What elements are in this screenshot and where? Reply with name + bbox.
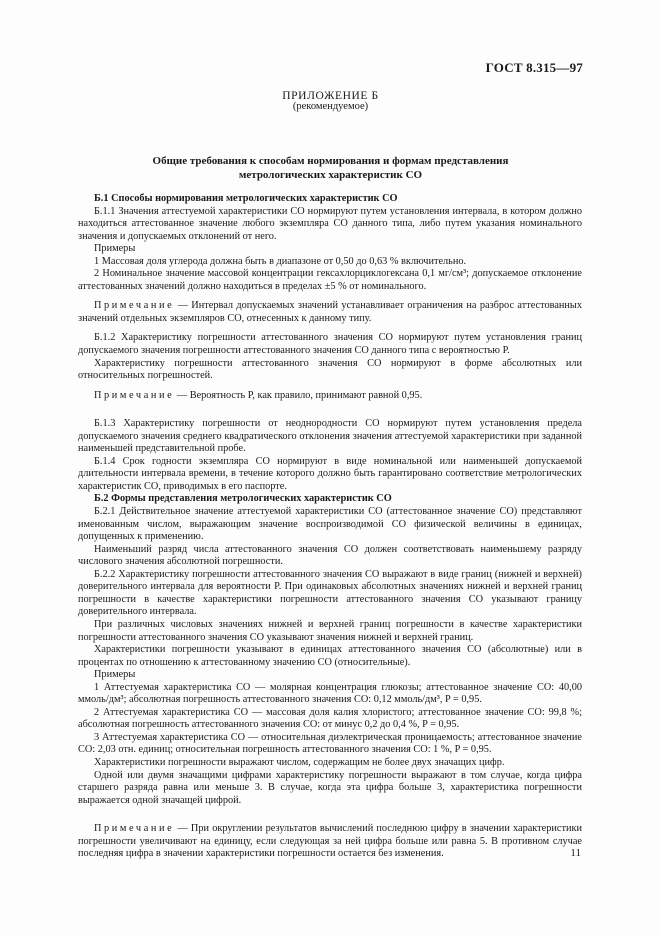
note-label: Примечание: [94, 389, 175, 401]
subsection-heading-b1: Б.1 Способы нормирования метрологических характеристик СО: [94, 193, 398, 204]
note-text: — Вероятность P, как правило, принимают равной 0,95.: [176, 389, 423, 401]
examples-label: Примеры: [94, 243, 136, 255]
paragraph-b1-1: Б.1.1 Значения аттестуемой характеристики СО нормируют путем установления интервала, в котором должно находиться аттестованное значение любого экземпляра СО данного типа, либо путем указания номинального значения и допускаемых отклонений от него.: [78, 205, 582, 242]
paragraph-b1-2-continued: Характеристику погрешности аттестованного значения СО нормируют в форме абсолютных или относительных погрешностей.: [78, 357, 582, 382]
appendix-heading: [0, 90, 661, 112]
appendix-title: ПРИЛОЖЕНИЕ Б: [282, 90, 379, 102]
paragraph-b2-2: Б.2.2 Характеристику погрешности аттестованного значения СО выражают в виде границ (нижней и верхней) доверительного интервала для вероятности P. При одинаковых абсолютных значениях нижней и верхней границ погрешности в качестве характеристики погрешности аттестованного значения СО указывают границу доверительного интервала.: [78, 568, 582, 618]
section-title-line-1: Общие требования к способам нормирования и формам представления: [152, 155, 509, 167]
paragraph-rounding-rule: Одной или двумя значащими цифрами характеристику погрешности выражают в том случае, когда цифра старшего разряда равна или меньше 3. В случае, когда эта цифра больше 3, характеристика погрешности выражается одной значащей цифрой.: [78, 769, 582, 806]
note-text: — Интервал допускаемых значений устанавливает ограничения на разброс аттестованных значений отдельных экземпляров СО, отнесенных к данному типу.: [78, 300, 582, 324]
paragraph-significant-digits: Характеристики погрешности выражают числом, содержащим не более двух значащих цифр.: [94, 756, 505, 768]
examples-label: Примеры: [94, 669, 136, 681]
paragraph-b2-1: Б.2.1 Действительное значение аттестуемой характеристики СО (аттестованное значение СО) представляют именованным числом, выражающим значение воспроизводимой СО физической величины в единицах, допущенных к применению.: [78, 506, 582, 543]
appendix-subtitle: (рекомендуемое): [292, 101, 369, 112]
document-body: [78, 193, 582, 861]
paragraph-b2-1-continued: Наименьший разряд числа аттестованного значения СО должен соответствовать наименьшему разряду числового значения абсолютной погрешности.: [78, 543, 582, 568]
note-paragraph: [78, 823, 582, 861]
note-paragraph: [78, 390, 582, 403]
note-text: — При округлении результатов вычислений последнюю цифру в значении характеристики погрешности увеличивают на единицу, если следующая за ней цифра больше или равна 5. В противном случае последняя цифра в значении характеристики погрешности остается без изменения.: [78, 823, 582, 860]
paragraph-b1-4: Б.1.4 Срок годности экземпляра СО нормируют в виде номинальной или наименьшей допускаемой длительности интервала времени, в течение которого должно быть гарантировано соответствие метрологических характеристик СО, приводимых в его паспорте.: [78, 455, 582, 492]
paragraph-b1-2: Б.1.2 Характеристику погрешности аттестованного значения СО нормируют путем установления границ допускаемого значения погрешности аттестованного значения СО данного типа с вероятностью P.: [78, 332, 582, 357]
note-paragraph: [78, 300, 582, 325]
page-number: 11: [570, 847, 581, 859]
example-item: 1 Массовая доля углерода должна быть в диапазоне от 0,50 до 0,63 % включительно.: [94, 255, 467, 267]
paragraph-b2-2-units: Характеристики погрешности указывают в единицах аттестованного значения СО (абсолютные) или в процентах по отношению к аттестованному значению СО (относительные).: [78, 644, 582, 668]
example-item: 2 Аттестуемая характеристика СО — массовая доля калия хлористого; аттестованное значение СО: 99,8 %; абсолютная погрешность аттестованного значения СО: от минус 0,2 до 0,4 %, P = 0,95.: [78, 706, 582, 731]
section-title: [80, 155, 581, 182]
section-title-line-2: метрологических характеристик СО: [238, 168, 423, 181]
example-item: 2 Номинальное значение массовой концентрации гексахлорциклогексана 0,1 мг/см³; допускаемое отклонение аттестованных значений должно находиться в пределах ±5 % от номинального.: [78, 268, 582, 292]
example-item: 3 Аттестуемая характеристика СО — относительная диэлектрическая проницаемость; аттестованное значение СО: 2,03 отн. единиц; относительная погрешность аттестованного значения СО: 1 %, P = 0,95.: [78, 731, 582, 756]
subsection-heading-b2: Б.2 Формы представления метрологических характеристик СО: [94, 493, 392, 505]
note-label: Примечание: [94, 300, 175, 312]
standard-designation: ГОСТ 8.315—97: [485, 60, 583, 75]
note-label: Примечание: [94, 823, 175, 835]
paragraph-b2-2-continued: При различных числовых значениях нижней и верхней границ погрешности в качестве характеристики погрешности аттестованного значения СО указывают значения нижней и верхней границ.: [78, 618, 582, 643]
example-item: 1 Аттестуемая характеристика СО — молярная концентрация глюкозы; аттестованное значение СО: 40,00 ммоль/дм³; абсолютная погрешность аттестованного значения СО: 0,12 ммоль/дм³, P = 0,95.: [78, 681, 582, 706]
paragraph-b1-3: Б.1.3 Характеристику погрешности от неоднородности СО нормируют путем установления предела допускаемого значения среднего квадратического отклонения значения аттестуемой характеристики при заданной наименьшей представительной пробе.: [78, 418, 582, 455]
